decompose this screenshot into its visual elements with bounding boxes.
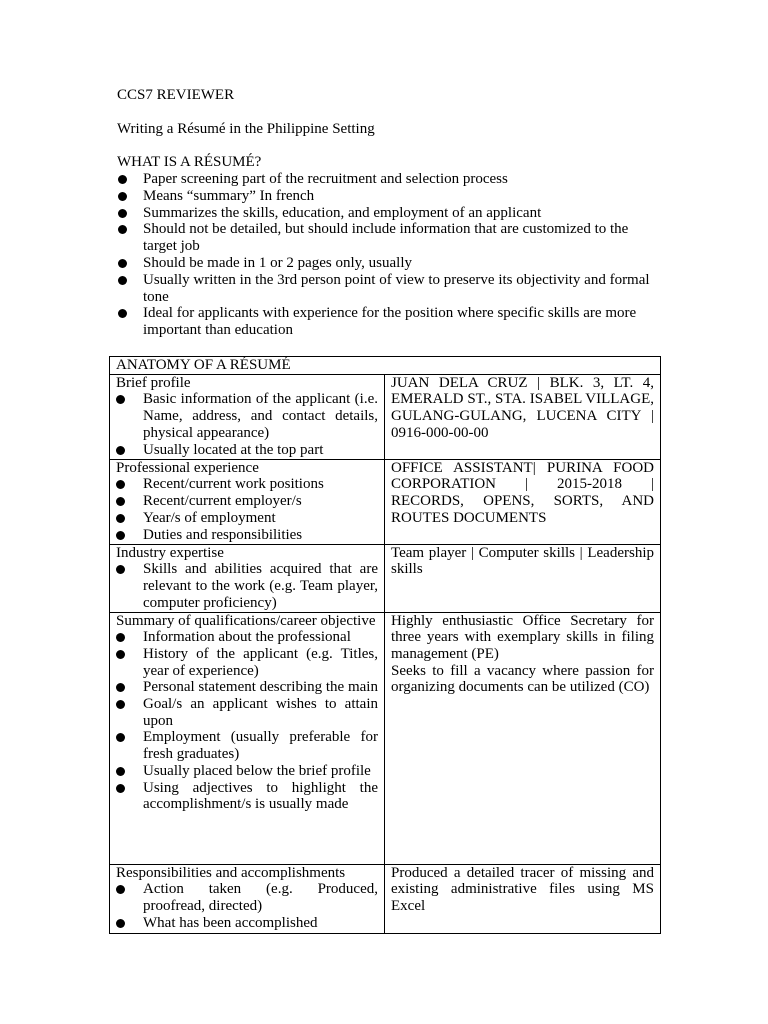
section-bullets	[116, 881, 378, 931]
example-text: Highly enthusiastic Office Secretary for three years with exemplary skills in filing management (PE)	[391, 612, 654, 662]
list-item: Should be made in 1 or 2 pages only, usually	[117, 255, 652, 272]
example-text: OFFICE ASSISTANT| PURINA FOOD CORPORATION | 2015-2018 | RECORDS, OPENS, SORTS, AND ROUTES DOCUMENTS	[391, 459, 654, 526]
list-item: Should not be detailed, but should include information that are customized to the target job	[117, 221, 652, 255]
list-item: Action taken (e.g. Produced, proofread, directed)	[116, 881, 378, 914]
section-title: Industry expertise	[116, 544, 224, 561]
table-row	[110, 374, 661, 459]
section-title: Responsibilities and accomplishments	[116, 864, 346, 881]
table-row	[110, 612, 661, 864]
list-item: Information about the professional	[116, 629, 378, 646]
section-cell	[110, 374, 385, 459]
section-bullets	[116, 629, 378, 813]
example-cell	[385, 374, 661, 459]
list-item: Recent/current work positions	[116, 476, 378, 493]
list-item: Paper screening part of the recruitment and selection process	[117, 171, 652, 188]
list-item: Means “summary” In french	[117, 188, 652, 205]
intro-section	[117, 87, 652, 339]
section-bullets	[116, 391, 378, 458]
example-cell	[385, 544, 661, 612]
section-heading: WHAT IS A RÉSUMÉ?	[117, 154, 262, 171]
list-item: Usually located at the top part	[116, 442, 378, 459]
table-row	[110, 864, 661, 933]
section-cell	[110, 459, 385, 544]
list-item: Usually written in the 3rd person point of view to preserve its objectivity and formal tone	[117, 272, 652, 306]
document-subtitle: Writing a Résumé in the Philippine Setting	[117, 120, 375, 137]
table-heading: ANATOMY OF A RÉSUMÉ	[110, 357, 661, 375]
list-item: Skills and abilities acquired that are relevant to the work (e.g. Team player, computer proficiency)	[116, 561, 378, 611]
spacer	[117, 137, 652, 154]
what-is-list	[117, 171, 652, 339]
list-item: Goal/s an applicant wishes to attain upon	[116, 696, 378, 729]
list-item: Using adjectives to highlight the accomplishment/s is usually made	[116, 780, 378, 813]
list-item: Personal statement describing the main	[116, 679, 378, 696]
list-item: Year/s of employment	[116, 510, 378, 527]
table-row	[110, 459, 661, 544]
list-item: Usually placed below the brief profile	[116, 763, 378, 780]
list-item: Recent/current employer/s	[116, 493, 378, 510]
list-item: Employment (usually preferable for fresh graduates)	[116, 729, 378, 762]
section-title: Professional experience	[116, 459, 259, 476]
document-title: CCS7 REVIEWER	[117, 87, 235, 103]
table-row	[110, 544, 661, 612]
example-text: Seeks to fill a vacancy where passion for organizing documents can be utilized (CO)	[391, 662, 654, 696]
section-title: Brief profile	[116, 374, 191, 391]
spacer	[117, 104, 652, 121]
section-title: Summary of qualifications/career objective	[116, 612, 376, 629]
example-text: Team player | Computer skills | Leadership skills	[391, 544, 654, 578]
example-cell	[385, 459, 661, 544]
example-text: JUAN DELA CRUZ | BLK. 3, LT. 4, EMERALD ST., STA. ISABEL VILLAGE, GULANG-GULANG, LUCENA CITY | 0916-000-00-00	[391, 374, 654, 441]
example-text: Produced a detailed tracer of missing and existing administrative files using MS Excel	[391, 864, 654, 914]
list-item: History of the applicant (e.g. Titles, year of experience)	[116, 646, 378, 679]
anatomy-table	[109, 356, 661, 934]
section-cell	[110, 544, 385, 612]
example-cell	[385, 612, 661, 864]
section-cell	[110, 864, 385, 933]
section-bullets	[116, 561, 378, 611]
list-item: Basic information of the applicant (i.e. Name, address, and contact details, physical appearance)	[116, 391, 378, 441]
section-cell	[110, 612, 385, 864]
table-heading-row	[110, 357, 661, 375]
list-item: What has been accomplished	[116, 915, 378, 932]
list-item: Ideal for applicants with experience for the position where specific skills are more important than education	[117, 305, 652, 339]
section-bullets	[116, 476, 378, 543]
list-item: Summarizes the skills, education, and employment of an applicant	[117, 205, 652, 222]
list-item: Duties and responsibilities	[116, 527, 378, 544]
example-cell	[385, 864, 661, 933]
